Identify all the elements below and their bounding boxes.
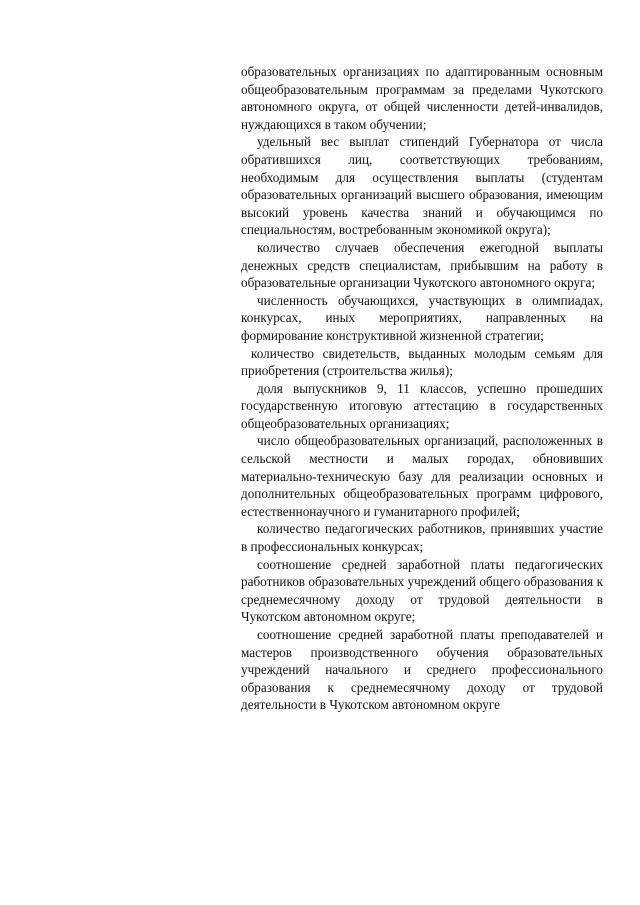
paragraph-olympiad-participants: численность обучающихся, участвующих в олимпиадах, конкурсах, иных мероприятиях, направленных на формирование конструктивной жизненной стратегии;: [241, 292, 603, 343]
paragraph-governor-scholarship: удельный вес выплат стипендий Губернатора от числа обратившихся лиц, соответствующих требованиям, необходимым для осуществления выплаты (студентам образовательных организаций высшего образования, имеющим высокий уровень качества знаний и обучающимся по специальностям, востребованным экономикой округа);: [241, 134, 603, 238]
paragraph-young-families: количество свидетельств, выданных молодым семьям для приобретения (строительства жилья);: [241, 345, 603, 379]
document-body: [241, 63, 603, 714]
paragraph-teacher-contests: количество педагогических работников, принявших участие в профессиональных конкурсах;: [241, 521, 603, 555]
paragraph-graduates-share: доля выпускников 9, 11 классов, успешно прошедших государственную итоговую аттестацию в государственных общеобразовательных организациях;: [241, 380, 603, 431]
paragraph-continuation: образовательных организациях по адаптированным основным общеобразовательным программам за пределами Чукотского автономного округа, от общей численности детей-инвалидов, нуждающихся в таком обучении;: [241, 64, 603, 132]
paragraph-vocational-salary-ratio: соотношение средней заработной платы преподавателей и мастеров производственного обучения образовательных учреждений начального и среднего профессионального образования к среднемесячному доходу от трудовой деятельности в Чукотском автономном округе: [241, 627, 603, 713]
paragraph-specialist-payments: количество случаев обеспечения ежегодной выплаты денежных средств специалистам, прибывшим на работу в образовательные организации Чукотского автономного округа;: [241, 239, 603, 291]
paragraph-teacher-salary-ratio: соотношение средней заработной платы педагогических работников образовательных учреждений общего образования к среднемесячному доходу от трудовой деятельности в Чукотском автономном округе;: [241, 556, 603, 625]
paragraph-rural-schools: число общеобразовательных организаций, расположенных в сельской местности и малых городах, обновивших материально-техническую базу для реализации основных и дополнительных общеобразовательных программ цифрового, естественнонаучного и гуманитарного профилей;: [241, 433, 603, 519]
